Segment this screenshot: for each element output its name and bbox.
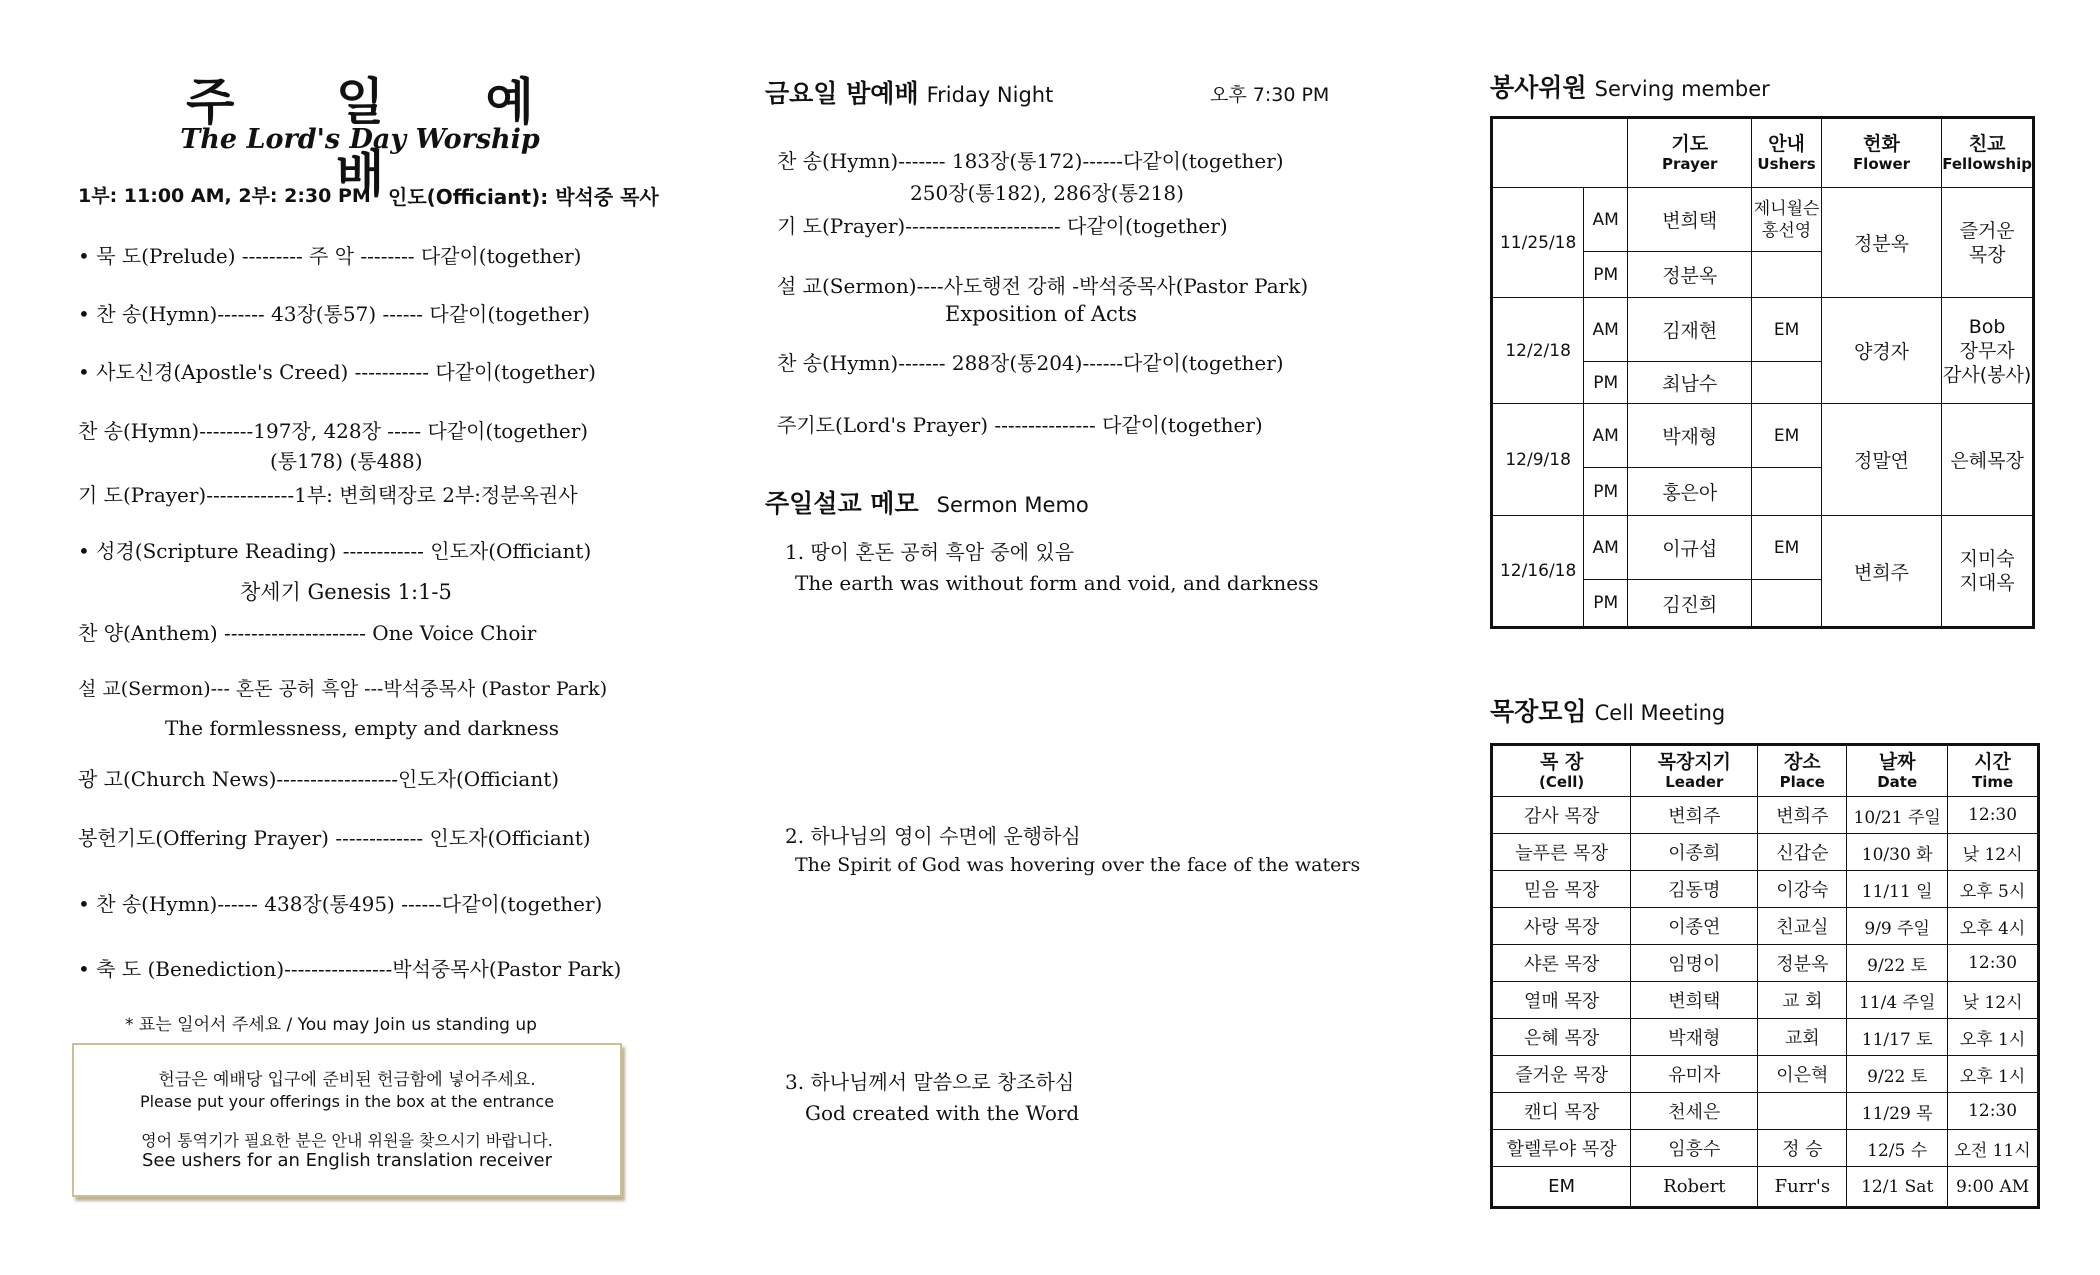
friday-sermon-en: Exposition of Acts (945, 302, 1137, 326)
serving-header-row (1492, 118, 2034, 188)
fellowship: 지미숙 지대옥 (1942, 516, 2034, 628)
order-prayer: 기 도(Prayer)-------------1부: 변희택장로 2부:정분옥권사 (78, 483, 578, 507)
order-creed: • 사도신경(Apostle's Creed) ----------- 다같이(together) (78, 360, 596, 384)
cell-date: 10/30 화 (1847, 834, 1948, 871)
memo-title-en: Sermon Memo (936, 493, 1089, 517)
cell-name: 은혜 목장 (1492, 1019, 1631, 1056)
worship-subtitle: The Lord's Day Worship (180, 124, 540, 155)
cell-leader: 이종연 (1631, 908, 1758, 945)
cell-place: 교회 (1758, 1019, 1847, 1056)
order-hymn-1: • 찬 송(Hymn)------- 43장(통57) ------ 다같이(together) (78, 302, 591, 326)
serving-heading (1490, 68, 1770, 104)
cell-place: Furr's (1758, 1167, 1847, 1208)
cell-date: 12/1 Sat (1847, 1167, 1948, 1208)
cell-leader: 박재형 (1631, 1019, 1758, 1056)
am-usher: EM (1752, 516, 1821, 580)
cell-date: 11/29 목 (1847, 1093, 1948, 1130)
memo-heading (765, 484, 1089, 520)
week-date: 12/16/18 (1492, 516, 1584, 628)
cell-name: 샤론 목장 (1492, 945, 1631, 982)
cell-title-en: Cell Meeting (1594, 701, 1726, 725)
friday-hymn-1-extra: 250장(통182), 286장(통218) (910, 181, 1184, 205)
cell-row (1492, 1056, 2039, 1093)
serving-row-am (1492, 298, 2034, 362)
memo-point-2-ko: 2. 하나님의 영이 수면에 운행하심 (785, 824, 1081, 848)
cell-name: 할렐루야 목장 (1492, 1130, 1631, 1167)
scripture-reference: 창세기 Genesis 1:1-5 (240, 580, 452, 604)
header-place: 장소 Place (1758, 745, 1847, 797)
cell-time: 오후 1시 (1948, 1019, 2039, 1056)
cell-meeting-table (1490, 743, 2040, 1209)
header-flower: 헌화 Flower (1821, 118, 1941, 188)
am-prayer: 김재현 (1628, 298, 1752, 362)
friday-heading (765, 74, 1053, 110)
cell-row (1492, 797, 2039, 834)
cell-place: 정 승 (1758, 1130, 1847, 1167)
am-prayer: 변희택 (1628, 188, 1752, 252)
cell-name: 믿음 목장 (1492, 871, 1631, 908)
notice-line-1: 헌금은 예배당 입구에 준비된 헌금함에 넣어주세요. (158, 1070, 536, 1090)
cell-row (1492, 982, 2039, 1019)
cell-row (1492, 1167, 2039, 1208)
cell-place: 정분옥 (1758, 945, 1847, 982)
cell-place: 이강숙 (1758, 871, 1847, 908)
cell-place: 신갑순 (1758, 834, 1847, 871)
friday-hymn-2: 찬 송(Hymn)------- 288장(통204)------다같이(together) (777, 351, 1284, 375)
pm-prayer: 정분옥 (1628, 252, 1752, 298)
cell-row (1492, 945, 2039, 982)
order-benediction: • 축 도 (Benediction)----------------박석중목사(Pastor Park) (78, 957, 622, 981)
cell-time: 9:00 AM (1948, 1167, 2039, 1208)
cell-time: 오후 5시 (1948, 871, 2039, 908)
fellowship: 즐거운 목장 (1942, 188, 2034, 298)
memo-point-3-ko: 3. 하나님께서 말씀으로 창조하심 (785, 1070, 1075, 1094)
cell-row (1492, 908, 2039, 945)
am-prayer: 이규섭 (1628, 516, 1752, 580)
order-hymn-2-old: (통178) (통488) (270, 449, 423, 473)
cell-place: 이은혁 (1758, 1056, 1847, 1093)
serving-row-am (1492, 188, 2034, 252)
cell-time: 낮 12시 (1948, 834, 2039, 871)
header-cell: 목 장 (Cell) (1492, 745, 1631, 797)
order-prelude: • 묵 도(Prelude) --------- 주 악 -------- 다같이(together) (78, 244, 582, 268)
pm-label: PM (1584, 580, 1628, 628)
cell-leader: Robert (1631, 1167, 1758, 1208)
order-hymn-3: • 찬 송(Hymn)------ 438장(통495) ------다같이(together) (78, 892, 603, 916)
cell-time: 12:30 (1948, 1093, 2039, 1130)
cell-name: 캔디 목장 (1492, 1093, 1631, 1130)
cell-name: EM (1492, 1167, 1631, 1208)
am-prayer: 박재형 (1628, 404, 1752, 468)
cell-time: 낮 12시 (1948, 982, 2039, 1019)
am-label: AM (1584, 188, 1628, 252)
serving-table (1490, 116, 2035, 629)
pm-usher (1752, 580, 1821, 628)
sermon-title-en: The formlessness, empty and darkness (165, 716, 560, 740)
cell-date: 11/17 토 (1847, 1019, 1948, 1056)
cell-place: 친교실 (1758, 908, 1847, 945)
standing-note: * 표는 일어서 주세요 / You may Join us standing up (125, 1015, 537, 1035)
pm-prayer: 김진희 (1628, 580, 1752, 628)
cell-heading (1490, 692, 1725, 728)
friday-time: 오후 7:30 PM (1210, 84, 1330, 106)
serving-title-ko: 봉사위원 (1490, 73, 1587, 102)
pm-label: PM (1584, 362, 1628, 404)
order-news: 광 고(Church News)------------------인도자(Officiant) (78, 767, 560, 791)
order-sermon: 설 교(Sermon)--- 혼돈 공허 흑암 ---박석중목사 (Pastor Park) (78, 678, 608, 700)
service-times: 1부: 11:00 AM, 2부: 2:30 PM (78, 185, 371, 207)
order-offering-prayer: 봉헌기도(Offering Prayer) ------------- 인도자(Officiant) (78, 826, 591, 850)
header-date: 날짜 Date (1847, 745, 1948, 797)
cell-header-row (1492, 745, 2039, 797)
cell-row (1492, 834, 2039, 871)
serving-header-blank (1492, 118, 1628, 188)
pm-label: PM (1584, 468, 1628, 516)
cell-date: 12/5 수 (1847, 1130, 1948, 1167)
cell-date: 11/11 일 (1847, 871, 1948, 908)
cell-time: 오전 11시 (1948, 1130, 2039, 1167)
memo-point-1-ko: 1. 땅이 혼돈 공허 흑암 중에 있음 (785, 540, 1075, 564)
friday-title-en: Friday Night (926, 83, 1054, 107)
cell-place (1758, 1093, 1847, 1130)
memo-point-2-en: The Spirit of God was hovering over the face of the waters (795, 854, 1361, 876)
friday-prayer: 기 도(Prayer)----------------------- 다같이(together) (777, 214, 1228, 238)
notice-line-3: 영어 통역기가 필요한 분은 안내 위원을 찾으시기 바랍니다. (141, 1131, 553, 1150)
cell-date: 9/22 토 (1847, 1056, 1948, 1093)
cell-date: 11/4 주일 (1847, 982, 1948, 1019)
cell-row (1492, 1130, 2039, 1167)
friday-hymn-1: 찬 송(Hymn)------- 183장(통172)------다같이(together) (777, 149, 1284, 173)
flower: 정말연 (1821, 404, 1941, 516)
cell-time: 오후 1시 (1948, 1056, 2039, 1093)
flower: 양경자 (1821, 298, 1941, 404)
offering-notice-box (72, 1043, 622, 1197)
am-label: AM (1584, 404, 1628, 468)
cell-title-ko: 목장모임 (1490, 697, 1587, 726)
cell-row (1492, 871, 2039, 908)
header-leader: 목장지기 Leader (1631, 745, 1758, 797)
cell-leader: 김동명 (1631, 871, 1758, 908)
notice-line-4: See ushers for an English translation receiver (141, 1150, 553, 1171)
flower: 정분옥 (1821, 188, 1941, 298)
cell-name: 감사 목장 (1492, 797, 1631, 834)
cell-leader: 천세은 (1631, 1093, 1758, 1130)
friday-title-ko: 금요일 밤예배 (765, 79, 919, 108)
cell-leader: 변희택 (1631, 982, 1758, 1019)
fellowship: 은혜목장 (1942, 404, 2034, 516)
header-time: 시간 Time (1948, 745, 2039, 797)
am-usher: EM (1752, 404, 1821, 468)
pm-label: PM (1584, 252, 1628, 298)
memo-point-3-en: God created with the Word (805, 1101, 1080, 1125)
cell-place: 교 회 (1758, 982, 1847, 1019)
flower: 변희주 (1821, 516, 1941, 628)
cell-time: 12:30 (1948, 797, 2039, 834)
cell-name: 즐거운 목장 (1492, 1056, 1631, 1093)
pm-prayer: 홍은아 (1628, 468, 1752, 516)
cell-place: 변희주 (1758, 797, 1847, 834)
header-fellowship: 친교 Fellowship (1942, 118, 2034, 188)
cell-time: 12:30 (1948, 945, 2039, 982)
order-hymn-2: 찬 송(Hymn)--------197장, 428장 ----- 다같이(together) (78, 419, 589, 443)
order-scripture: • 성경(Scripture Reading) ------------ 인도자(Officiant) (78, 539, 592, 563)
serving-row-am (1492, 516, 2034, 580)
cell-leader: 임명이 (1631, 945, 1758, 982)
memo-point-1-en: The earth was without form and void, and darkness (795, 571, 1319, 595)
officiant: 인도(Officiant): 박석중 목사 (388, 185, 659, 209)
week-date: 11/25/18 (1492, 188, 1584, 298)
cell-date: 9/9 주일 (1847, 908, 1948, 945)
cell-name: 사랑 목장 (1492, 908, 1631, 945)
friday-sermon: 설 교(Sermon)----사도행전 강해 -박석중목사(Pastor Park) (777, 274, 1309, 298)
header-ushers: 안내 Ushers (1752, 118, 1821, 188)
pm-usher (1752, 362, 1821, 404)
am-label: AM (1584, 516, 1628, 580)
pm-usher (1752, 252, 1821, 298)
cell-leader: 임흥수 (1631, 1130, 1758, 1167)
am-usher: EM (1752, 298, 1821, 362)
cell-name: 열매 목장 (1492, 982, 1631, 1019)
order-anthem: 찬 양(Anthem) --------------------- One Voice Choir (78, 621, 537, 645)
am-usher: 제니월슨 홍선영 (1752, 188, 1821, 252)
header-prayer: 기도 Prayer (1628, 118, 1752, 188)
friday-lords-prayer: 주기도(Lord's Prayer) --------------- 다같이(together) (777, 413, 1263, 437)
am-label: AM (1584, 298, 1628, 362)
cell-row (1492, 1093, 2039, 1130)
cell-leader: 이종희 (1631, 834, 1758, 871)
worship-title: 주 일 예 배 (186, 73, 576, 203)
pm-prayer: 최남수 (1628, 362, 1752, 404)
memo-title-ko: 주일설교 메모 (765, 489, 919, 518)
pm-usher (1752, 468, 1821, 516)
cell-leader: 유미자 (1631, 1056, 1758, 1093)
notice-line-2: Please put your offerings in the box at the entrance (139, 1092, 555, 1111)
serving-title-en: Serving member (1594, 77, 1770, 101)
week-date: 12/9/18 (1492, 404, 1584, 516)
cell-leader: 변희주 (1631, 797, 1758, 834)
serving-row-am (1492, 404, 2034, 468)
cell-row (1492, 1019, 2039, 1056)
cell-name: 늘푸른 목장 (1492, 834, 1631, 871)
fellowship: Bob 장무자 감사(봉사) (1942, 298, 2034, 404)
cell-date: 10/21 주일 (1847, 797, 1948, 834)
cell-date: 9/22 토 (1847, 945, 1948, 982)
week-date: 12/2/18 (1492, 298, 1584, 404)
cell-time: 오후 4시 (1948, 908, 2039, 945)
